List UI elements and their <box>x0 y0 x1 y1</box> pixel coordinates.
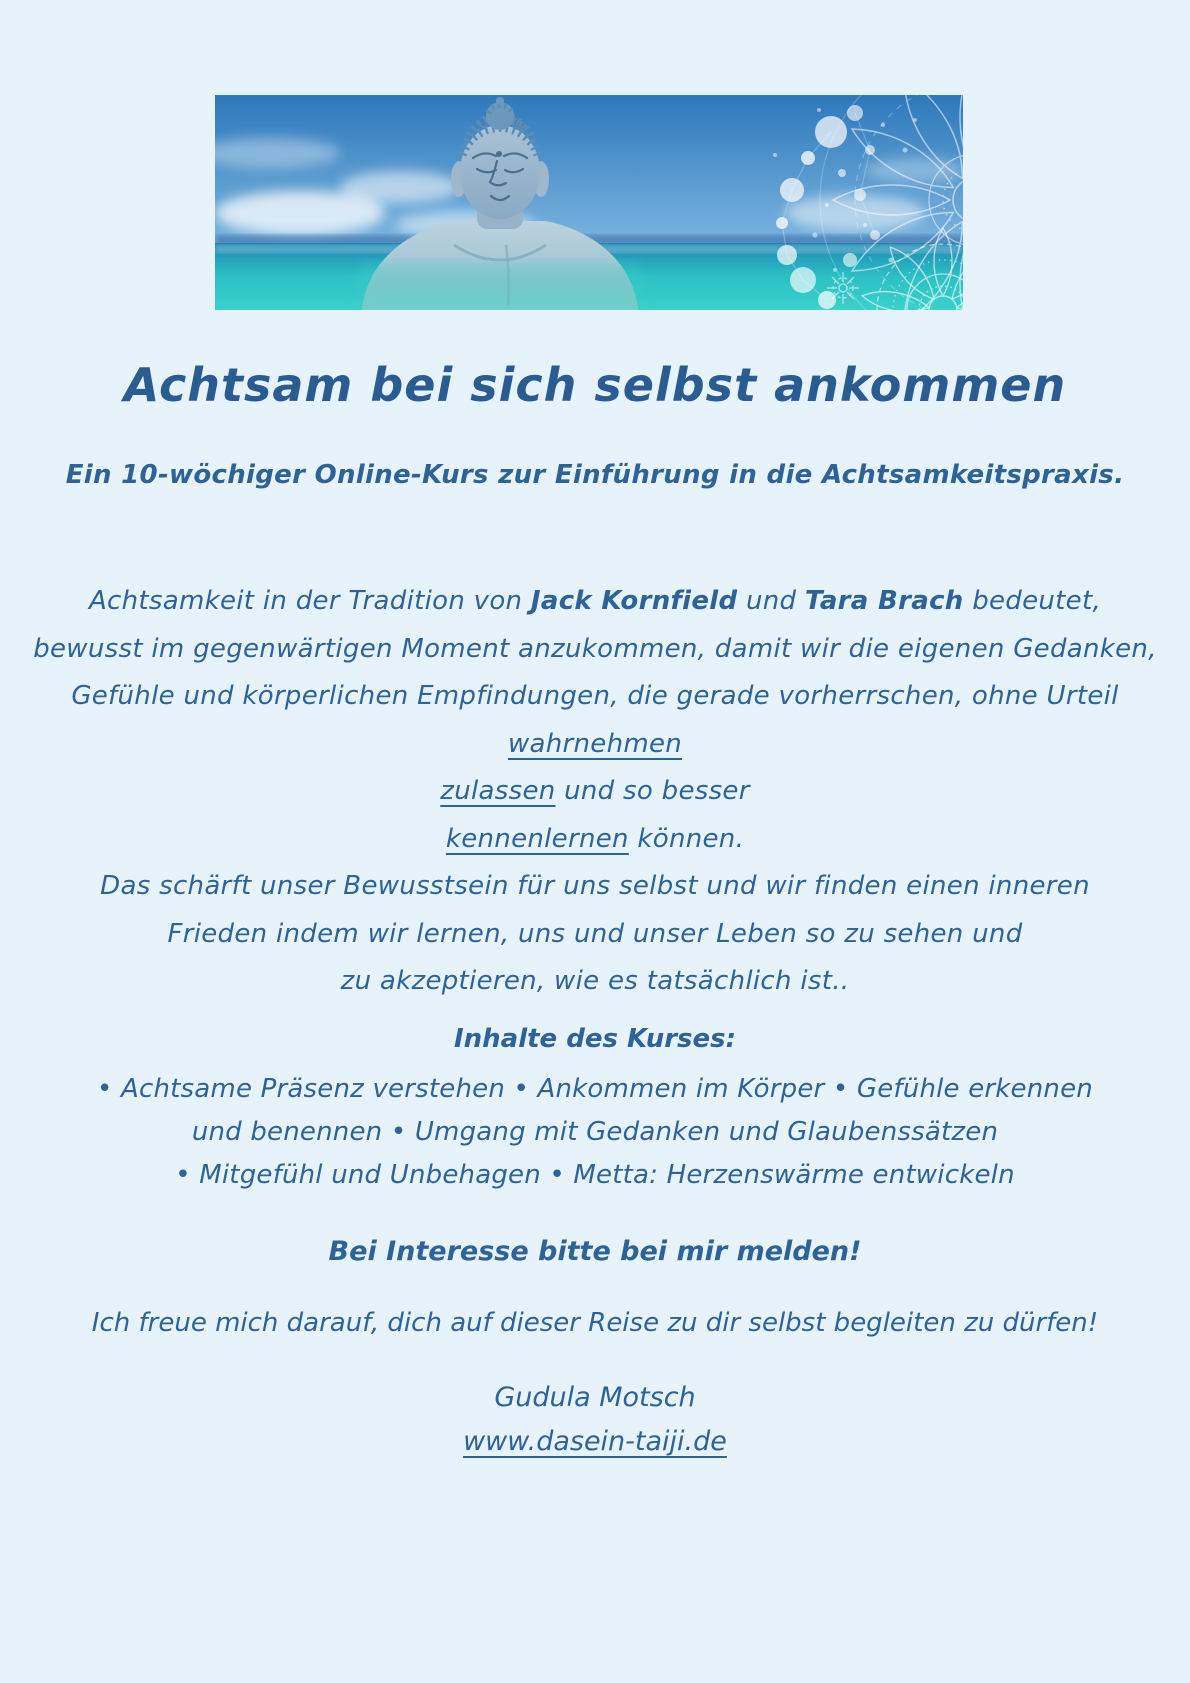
course-subtitle: Ein 10-wöchiger Online-Kurs zur Einführung in die Achtsamkeitspraxis. <box>65 460 1125 490</box>
contents-line-3: • Mitgefühl und Unbehagen • Metta: Herzenswärme entwickeln <box>175 1160 1015 1190</box>
intro-line-1-mid: und <box>737 586 805 616</box>
page-title: Achtsam bei sich selbst ankommen <box>123 358 1067 412</box>
intro-line-6-rest: können. <box>628 823 745 854</box>
intro-line-7: Das schärft unser Bewusstsein für uns selbst und wir finden einen inneren <box>100 871 1090 901</box>
keyword-kennenlernen: kennenlernen <box>445 823 629 854</box>
intro-line-8: Frieden indem wir lernen, uns und unser Leben so zu sehen und <box>167 918 1023 949</box>
intro-line-3: Gefühle und körperlichen Empfindungen, die gerade vorherrschen, ohne Urteil <box>71 681 1119 711</box>
closing-text: Ich freue mich darauf, dich auf dieser Reise zu dir selbst begleiten zu dürfen! <box>91 1308 1099 1338</box>
contents-line-2: und benennen • Umgang mit Gedanken und Glaubenssätzen <box>191 1117 999 1147</box>
buddha-sea-mandala-illustration <box>215 95 963 310</box>
contents-line-1: • Achtsame Präsenz verstehen • Ankommen im Körper • Gefühle erkennen <box>96 1074 1093 1104</box>
intro-line-5 <box>0 768 1190 816</box>
intro-line-9: zu akzeptieren, wie es tatsächlich ist.. <box>340 966 850 996</box>
teacher-name-2: Tara Brach <box>804 586 964 616</box>
intro-line-1-post: bedeutet, <box>963 586 1102 616</box>
website-link[interactable]: www.dasein-taiji.de <box>463 1426 727 1457</box>
urna-dot <box>496 151 502 157</box>
intro-line-2: bewusst im gegenwärtigen Moment anzukommen, damit wir die eigenen Gedanken, <box>33 633 1157 664</box>
intro-line-1-pre: Achtsamkeit in der Tradition von <box>88 586 531 616</box>
intro-line-4 <box>0 721 1190 769</box>
keyword-wahrnehmen: wahrnehmen <box>507 728 683 759</box>
author-name: Gudula Motsch <box>494 1382 696 1413</box>
cta-text: Bei Interesse bitte bei mir melden! <box>328 1236 862 1267</box>
intro-line-5-rest: und so besser <box>555 776 750 806</box>
intro-line-6 <box>0 816 1190 864</box>
contents-heading: Inhalte des Kurses: <box>453 1024 737 1054</box>
intro-paragraph <box>0 578 1190 1006</box>
header-image <box>215 95 963 310</box>
website-link-row <box>0 1426 1190 1457</box>
teacher-name-1: Jack Kornfield <box>530 586 738 616</box>
keyword-zulassen: zulassen <box>440 776 556 806</box>
contents-list <box>0 1068 1190 1197</box>
intro-line-1 <box>0 578 1190 626</box>
